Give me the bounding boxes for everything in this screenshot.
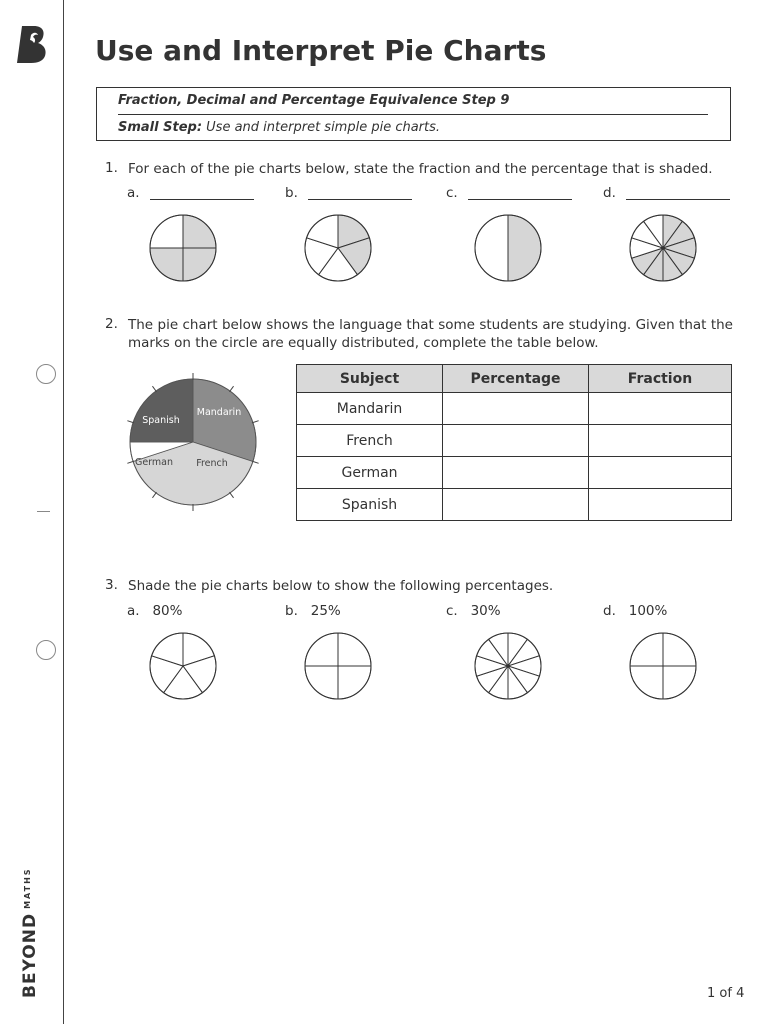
q1-pie-d [628,213,698,283]
q1-label-b: b. [285,185,298,201]
q1-label-d: d. [603,185,616,201]
pie-label-spanish: Spanish [142,415,180,426]
subject-cell: Spanish [297,489,443,521]
table-row [297,393,732,425]
table-row [297,457,732,489]
table-row [297,489,732,521]
answer-line-b[interactable] [308,199,412,200]
question-text: For each of the pie charts below, state the fraction and the percentage that is shaded. [128,161,713,177]
q3-pie-d[interactable] [628,631,698,701]
small-step-label: Small Step: [118,120,203,135]
question-3 [105,577,735,597]
brand-word-maths: MATHS [23,867,32,909]
q1-label-a: a. [127,185,140,201]
question-number: 2. [105,316,118,332]
pie-mark [152,386,156,392]
q3-label-c: c. [446,603,458,619]
question-text: The pie chart below shows the language that some students are studying. Given that the marks on the circle are equally distributed, complete the table below. [128,317,733,351]
step-title: Fraction, Decimal and Percentage Equivalence Step 9 [118,93,510,108]
fraction-answer-cell[interactable] [589,457,732,489]
language-table [296,364,732,521]
fraction-answer-cell[interactable] [589,393,732,425]
page-title: Use and Interpret Pie Charts [95,34,547,67]
question-1 [105,160,735,180]
question-number: 3. [105,577,118,593]
step-box [96,87,731,141]
q1-pie-c [473,213,543,283]
q3-value-a: 80% [152,603,183,619]
q3-label-b: b. [285,603,298,619]
q3-part-b [285,603,341,619]
answer-line-c[interactable] [468,199,572,200]
pie-sector [508,215,541,281]
q3-part-d [603,603,667,619]
step-divider [118,114,708,115]
percentage-answer-cell[interactable] [443,457,589,489]
column-header-percentage: Percentage [443,365,589,393]
subject-cell: Mandarin [297,393,443,425]
q3-value-c: 30% [470,603,501,619]
column-header-fraction: Fraction [589,365,732,393]
fold-mark [37,511,50,512]
pie-label-german: German [134,457,174,468]
answer-line-d[interactable] [626,199,730,200]
q3-label-d: d. [603,603,616,619]
pie-mark [152,492,156,498]
question-number: 1. [105,160,118,176]
q3-value-b: 25% [310,603,341,619]
brand-wordmark [20,867,40,998]
pie-slice-spanish [130,379,193,442]
q3-pie-a[interactable] [148,631,218,701]
table-header-row [297,365,732,393]
pie-label-mandarin: Mandarin [196,407,242,418]
percentage-answer-cell[interactable] [443,489,589,521]
percentage-answer-cell[interactable] [443,425,589,457]
pie-mark [229,386,233,392]
q3-label-a: a. [127,603,140,619]
fraction-answer-cell[interactable] [589,425,732,457]
pie-sector [475,215,508,281]
punch-hole [36,640,56,660]
brand-word-beyond: BEYOND [20,912,40,998]
percentage-answer-cell[interactable] [443,393,589,425]
subject-cell: German [297,457,443,489]
table-row [297,425,732,457]
q1-pie-b [303,213,373,283]
small-step [118,120,440,135]
q1-label-c: c. [446,185,458,201]
q3-value-d: 100% [628,603,668,619]
beyond-logo-icon [16,24,50,64]
answer-line-a[interactable] [150,199,254,200]
page-number: 1 of 4 [707,986,745,1001]
fraction-answer-cell[interactable] [589,489,732,521]
pie-label-french: French [196,458,228,469]
q3-part-a [127,603,182,619]
question-2 [105,316,733,356]
q1-pie-a [148,213,218,283]
language-pie-chart [118,372,268,517]
q3-pie-c[interactable] [473,631,543,701]
small-step-text: Use and interpret simple pie charts. [206,120,441,135]
punch-hole [36,364,56,384]
q3-part-c [446,603,501,619]
column-header-subject: Subject [297,365,443,393]
q3-pie-b[interactable] [303,631,373,701]
question-text: Shade the pie charts below to show the following percentages. [128,578,554,594]
subject-cell: French [297,425,443,457]
margin-rule [63,0,64,1024]
pie-mark [229,492,233,498]
